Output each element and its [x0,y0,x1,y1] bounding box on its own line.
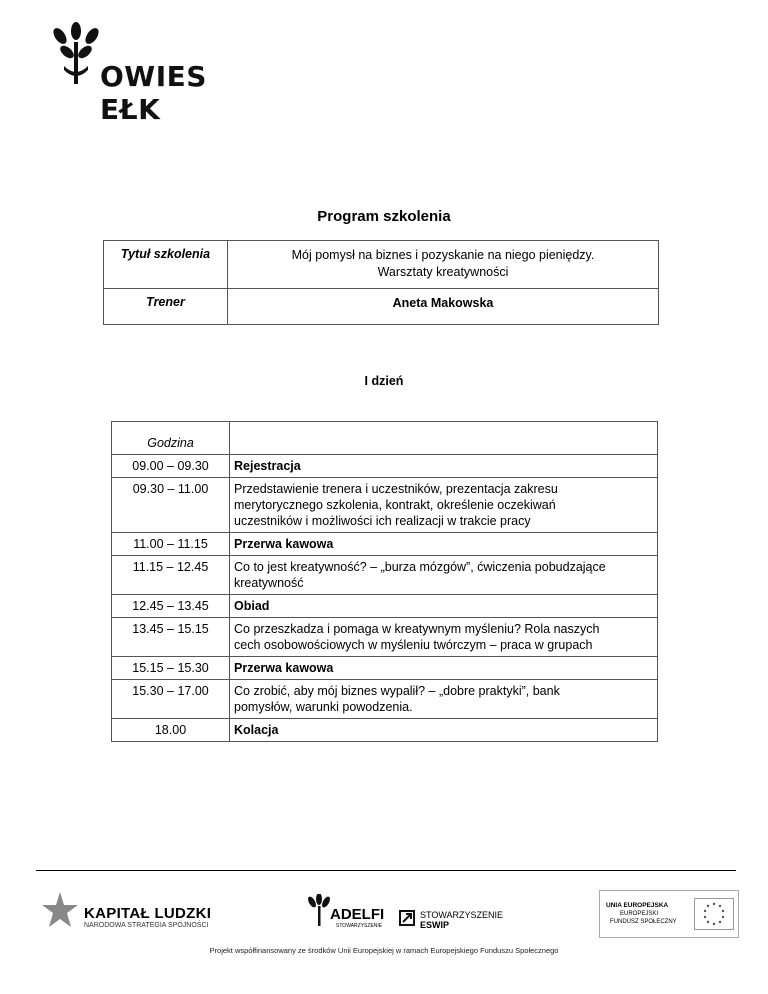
eu-line2: EUROPEJSKI [620,911,659,917]
table-row [112,657,658,680]
eu-title: UNIA EUROPEJSKA [606,902,669,909]
row-activity: Przerwa kawowa [230,533,658,556]
eswip-arrow-icon [399,910,415,926]
kapital-ludzki-title: KAPITAŁ LUDZKI [84,905,212,922]
table-row [112,595,658,618]
wheat-sprout-icon [52,22,102,88]
info-table [103,240,659,325]
row-activity: Przedstawienie trenera i uczestników, prezentacja zakresu merytorycznego szkolenia, kontrakt, określenie oczekiwań uczestników i możliwości ich realizacji w trakcie pracy [230,478,658,533]
row-time: 15.15 – 15.30 [112,657,230,680]
table-row [112,533,658,556]
row-time: 15.30 – 17.00 [112,680,230,719]
kapital-ludzki-star-icon [40,890,80,932]
training-title-label: Tytuł szkolenia [104,241,228,289]
owies-elk-logo [52,22,262,126]
row-time: 09.00 – 09.30 [112,455,230,478]
activity-header [230,422,658,455]
row-activity: Obiad [230,595,658,618]
adelfi-subtitle: STOWARZYSZENIE [336,923,383,929]
footer-divider [36,870,736,871]
row-activity: Co to jest kreatywność? – „burza mózgów”, ćwiczenia pobudzające kreatywność [230,556,658,595]
row-time: 18.00 [112,719,230,742]
row-activity: Kolacja [230,719,658,742]
table-row [112,680,658,719]
row-time: 09.30 – 11.00 [112,478,230,533]
adelfi-sprout-icon [306,894,332,928]
eswip-line1: STOWARZYSZENIE [420,910,504,920]
row-activity: Co zrobić, aby mój biznes wypalił? – „dobre praktyki”, bank pomysłów, warunki powodzenia. [230,680,658,719]
training-title-value: Mój pomysł na biznes i pozyskanie na niego pieniędzy. Warsztaty kreatywności [228,241,659,289]
table-row [112,556,658,595]
row-time: 12.45 – 13.45 [112,595,230,618]
adelfi-logo-text: ADELFI [330,906,385,923]
logo-text: OWIES EŁK [100,60,207,126]
eu-flag-icon [694,898,734,930]
row-activity: Przerwa kawowa [230,657,658,680]
row-activity: Co przeszkadza i pomaga w kreatywnym myśleniu? Rola naszych cech osobowościowych w myśleniu twórczym – praca w grupach [230,618,658,657]
row-time: 11.15 – 12.45 [112,556,230,595]
eu-line3: FUNDUSZ SPOŁECZNY [610,919,677,925]
trainer-value: Aneta Makowska [228,289,659,325]
row-activity: Rejestracja [230,455,658,478]
kapital-ludzki-subtitle: NARODOWA STRATEGIA SPÓJNOŚCI [84,922,209,929]
eswip-line2: ESWIP [420,920,450,930]
row-time: 13.45 – 15.15 [112,618,230,657]
schedule-header-row [112,422,658,455]
footer-footnote: Projekt współfinansowany ze środków Unii Europejskiej w ramach Europejskiego Funduszu Społecznego [209,946,559,955]
document-title: Program szkolenia [317,208,451,225]
schedule-table [111,421,658,742]
table-row [112,618,658,657]
time-header: Godzina [112,422,230,455]
day-label: I dzień [364,374,404,388]
trainer-label: Trener [104,289,228,325]
table-row [112,455,658,478]
table-row [112,478,658,533]
table-row [112,719,658,742]
row-time: 11.00 – 11.15 [112,533,230,556]
